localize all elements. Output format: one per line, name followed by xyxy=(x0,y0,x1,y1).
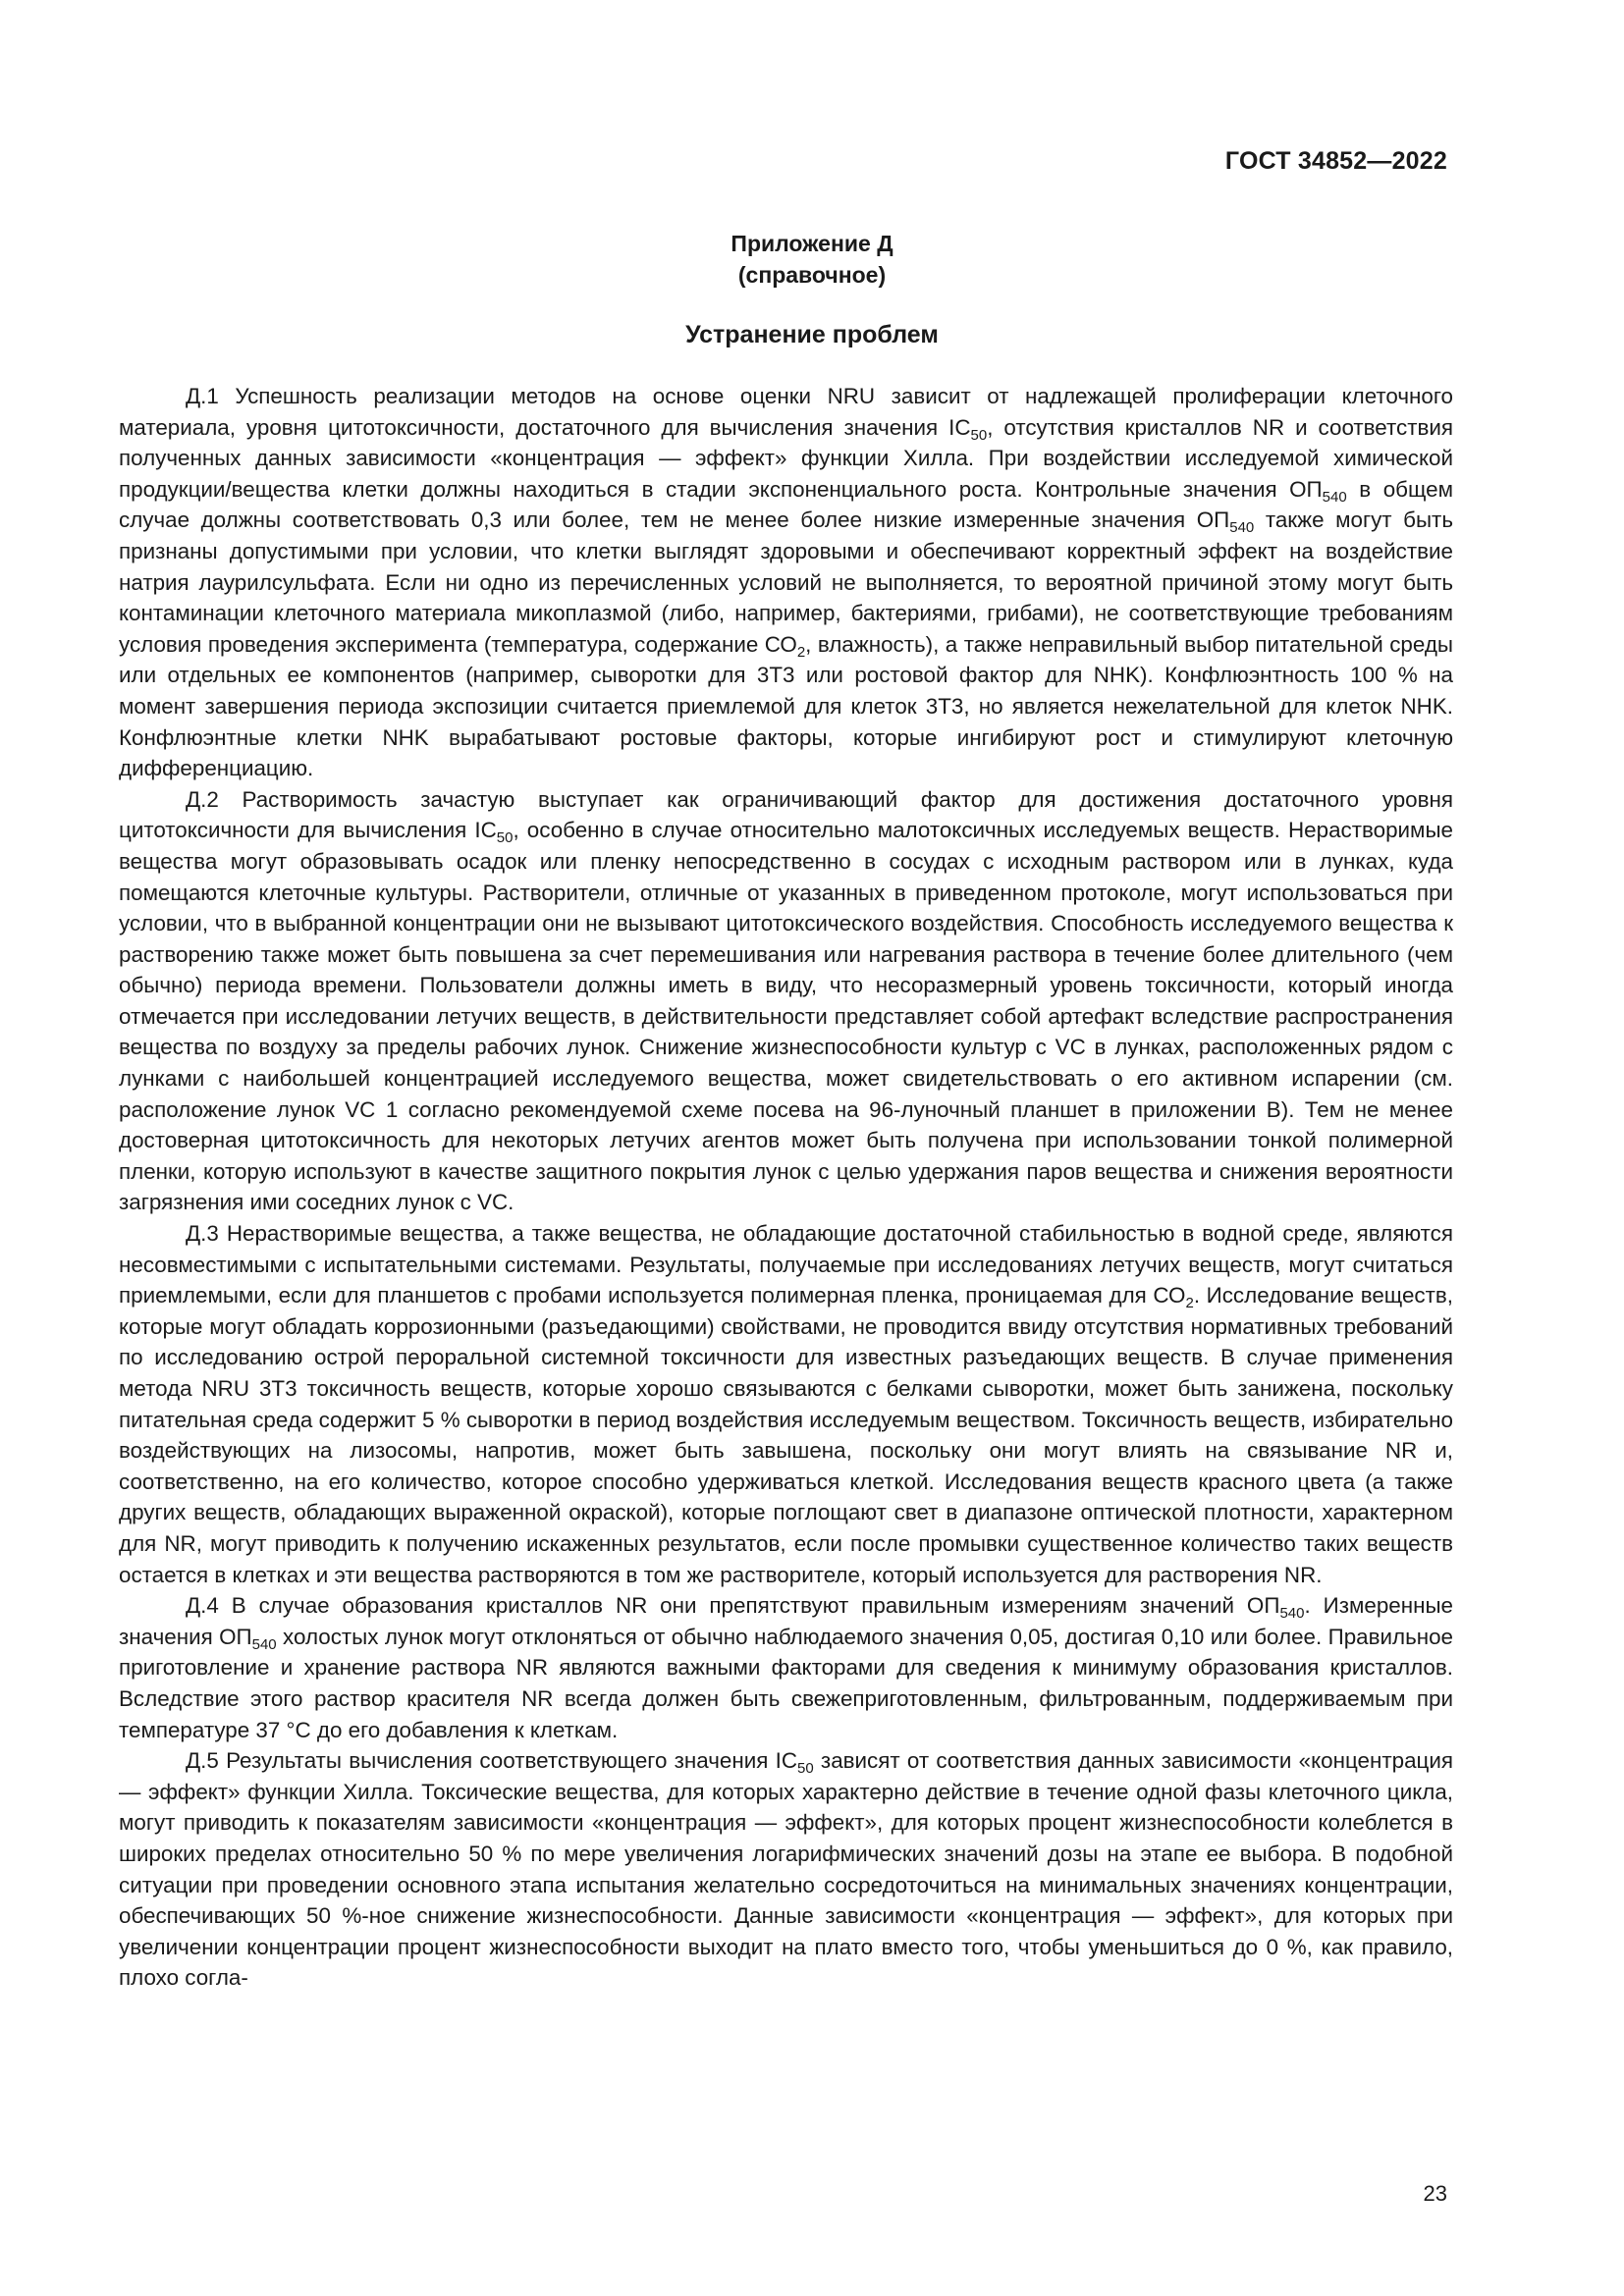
page-number: 23 xyxy=(1423,2181,1447,2206)
text-run: , отсутствия кристаллов NR и соответствия полученных данных зависимости «концентрация — эффект» функции Хилла. При воздействии исследуемой химической продукции/вещества клетки должны находиться в стадии экспоненциального роста. Контрольные значения ОП xyxy=(119,414,1453,502)
text-run: холостых лунок могут отклоняться от обычно наблюдаемого значения 0,05, достигая 0,10 или более. Правильное приготовление и хранение раствора NR являются важными факторами для сведения к минимуму образования кристаллов. Вследствие этого раствор красителя NR всегда должен быть свежеприготовленным, фильтрованным, поддерживаемым при температуре 37 °С до его добавления к клеткам. xyxy=(119,1624,1454,1742)
text-run: Д.1 Успешность реализации методов на основе оценки NRU зависит от надлежащей пролиферации клеточного материала, уровня цитотоксичности, достаточного для вычисления значения IC xyxy=(119,384,1453,440)
text-run: зависят от соответствия данных зависимости «концентрация — эффект» функции Хилла. Токсические вещества, для которых характерно действие в течение одной фазы клеточного цикла, могут приводить к показателям зависимости «концентрация — эффект», для которых процент жизнеспособности колеблется в широких пределах относительно 50 % по мере увеличения логарифмических значений дозы на этапе ее выбора. В подобной ситуации при проведении основного этапа испытания желательно сосредоточиться на минимальных значениях концентрации, обеспечивающих 50 %-ное снижение жизнеспособности. Данные зависимости «концентрация — эффект», для которых при увеличении концентрации процент жизнеспособности выходит на плато вместо того, чтобы уменьшиться до 0 %, как правило, плохо согла- xyxy=(119,1748,1453,1991)
document-body xyxy=(119,381,1453,1994)
paragraph-d5 xyxy=(119,1745,1453,1994)
subscript: 50 xyxy=(797,1760,814,1778)
text-run: . Измеренные значения ОП xyxy=(119,1593,1453,1649)
subscript: 50 xyxy=(496,829,514,847)
subscript: 540 xyxy=(251,1635,277,1653)
paragraph-d3 xyxy=(119,1218,1453,1590)
text-run: Д.5 Результаты вычисления соответствующего значения IC xyxy=(186,1748,797,1774)
annex-type: (справочное) xyxy=(737,262,887,288)
text-run: в общем случае должны соответствовать 0,3 или более, тем не менее более низкие измеренные значения ОП xyxy=(119,476,1453,533)
text-run: Д.3 Нерастворимые вещества, а также вещества, не обладающие достаточной стабильностью в водной среде, являются несовместимыми с испытательными системами. Результаты, получаемые при исследованиях летучих веществ, могут считаться приемлемыми, если для планшетов с пробами используется полимерная пленка, проницаемая для СО xyxy=(119,1221,1453,1308)
text-run: Д.4 В случае образования кристаллов NR они препятствуют правильным измерениям значений ОП xyxy=(186,1593,1280,1619)
subscript: 540 xyxy=(1279,1605,1305,1623)
text-run: . Исследование веществ, которые могут обладать коррозионными (разъедающими) свойствами, не проводится ввиду отсутствия нормативных требований по исследованию острой пероральной системной токсичности для известных разъедающих веществ. В случае применения метода NRU 3Т3 токсичность веществ, которые хорошо связываются с белками сыворотки, может быть занижена, поскольку питательная среда содержит 5 % сыворотки в период воздействия исследуемым веществом. Токсичность веществ, избирательно воздействующих на лизосомы, напротив, может быть завышена, поскольку они могут влиять на связывание NR и, соответственно, на его количество, которое способно удерживаться клеткой. Исследования веществ красного цвета (а также других веществ, обладающих выраженной окраской), которые поглощают свет в диапазоне оптической плотности, характерном для NR, могут приводить к получению искаженных результатов, если после промывки существенное количество таких веществ остается в клетках и эти вещества растворяются в том же растворителе, который используется для растворения NR. xyxy=(119,1283,1453,1587)
subscript: 2 xyxy=(1185,1295,1194,1312)
document-standard-number: ГОСТ 34852—2022 xyxy=(1224,147,1447,175)
subscript: 2 xyxy=(796,643,806,661)
text-run: Д.2 Растворимость зачастую выступает как ограничивающий фактор для достижения достаточного уровня цитотоксичности для вычисления IC xyxy=(119,786,1453,843)
text-run: , особенно в случае относительно малотоксичных исследуемых веществ. Нерастворимые вещества могут образовывать осадок или пленку непосредственно в сосудах с исходным раствором или в лунках, куда помещаются клеточные культуры. Растворители, отличные от указанных в приведенном протоколе, могут использоваться при условии, что в выбранной концентрации они не вызывают цитотоксического воздействия. Способность исследуемого вещества к растворению также может быть повышена за счет перемешивания или нагревания раствора в течение более длительного (чем обычно) периода времени. Пользователи должны иметь в виду, что несоразмерный уровень токсичности, который иногда отмечается при исследовании летучих веществ, в действительности представляет собой артефакт вследствие распространения вещества по воздуху за пределы рабочих лунок. Снижение жизнеспособности культур с VC в лунках, расположенных рядом с лунками с наибольшей концентрацией исследуемого вещества, может свидетельствовать о его активном испарении (см. расположение лунок VC 1 согласно рекомендуемой схеме посева на 96-луночный планшет в приложении В). Тем не менее достоверная цитотоксичность для некоторых летучих агентов может быть получена при использовании тонкой полимерной пленки, которую используют в качестве защитного покрытия лунок с целью удержания паров вещества и снижения вероятности загрязнения ими соседних лунок с VC. xyxy=(119,818,1453,1215)
paragraph-d4 xyxy=(119,1590,1453,1745)
section-title: Устранение проблем xyxy=(685,321,939,348)
text-run: , влажность), а также неправильный выбор питательной среды или отдельных ее компонентов (например, сыворотки для 3Т3 или ростовой фактор для NHK). Конфлюэнтность 100 % на момент завершения периода экспозиции считается приемлемой для клеток 3Т3, но является нежелательной для клеток NHK. Конфлюэнтные клетки NHK вырабатывают ростовые факторы, которые ингибируют рост и стимулируют клеточную дифференциацию. xyxy=(119,631,1453,781)
subscript: 50 xyxy=(970,426,988,444)
paragraph-d1 xyxy=(119,381,1453,784)
annex-title: Приложение Д xyxy=(731,231,893,256)
annex-heading xyxy=(0,228,1624,291)
subscript: 540 xyxy=(1229,519,1255,537)
paragraph-d2 xyxy=(119,784,1453,1218)
subscript: 540 xyxy=(1322,488,1347,506)
text-run: также могут быть признаны допустимыми при условии, что клетки выглядят здоровыми и обеспечивают корректный эффект на воздействие натрия лаурилсульфата. Если ни одно из перечисленных условий не выполняется, то вероятной причиной этому могут быть контаминации клеточного материала микоплазмой (либо, например, бактериями, грибами), не соответствующие требованиям условия проведения эксперимента (температура, содержание СО xyxy=(119,507,1453,657)
